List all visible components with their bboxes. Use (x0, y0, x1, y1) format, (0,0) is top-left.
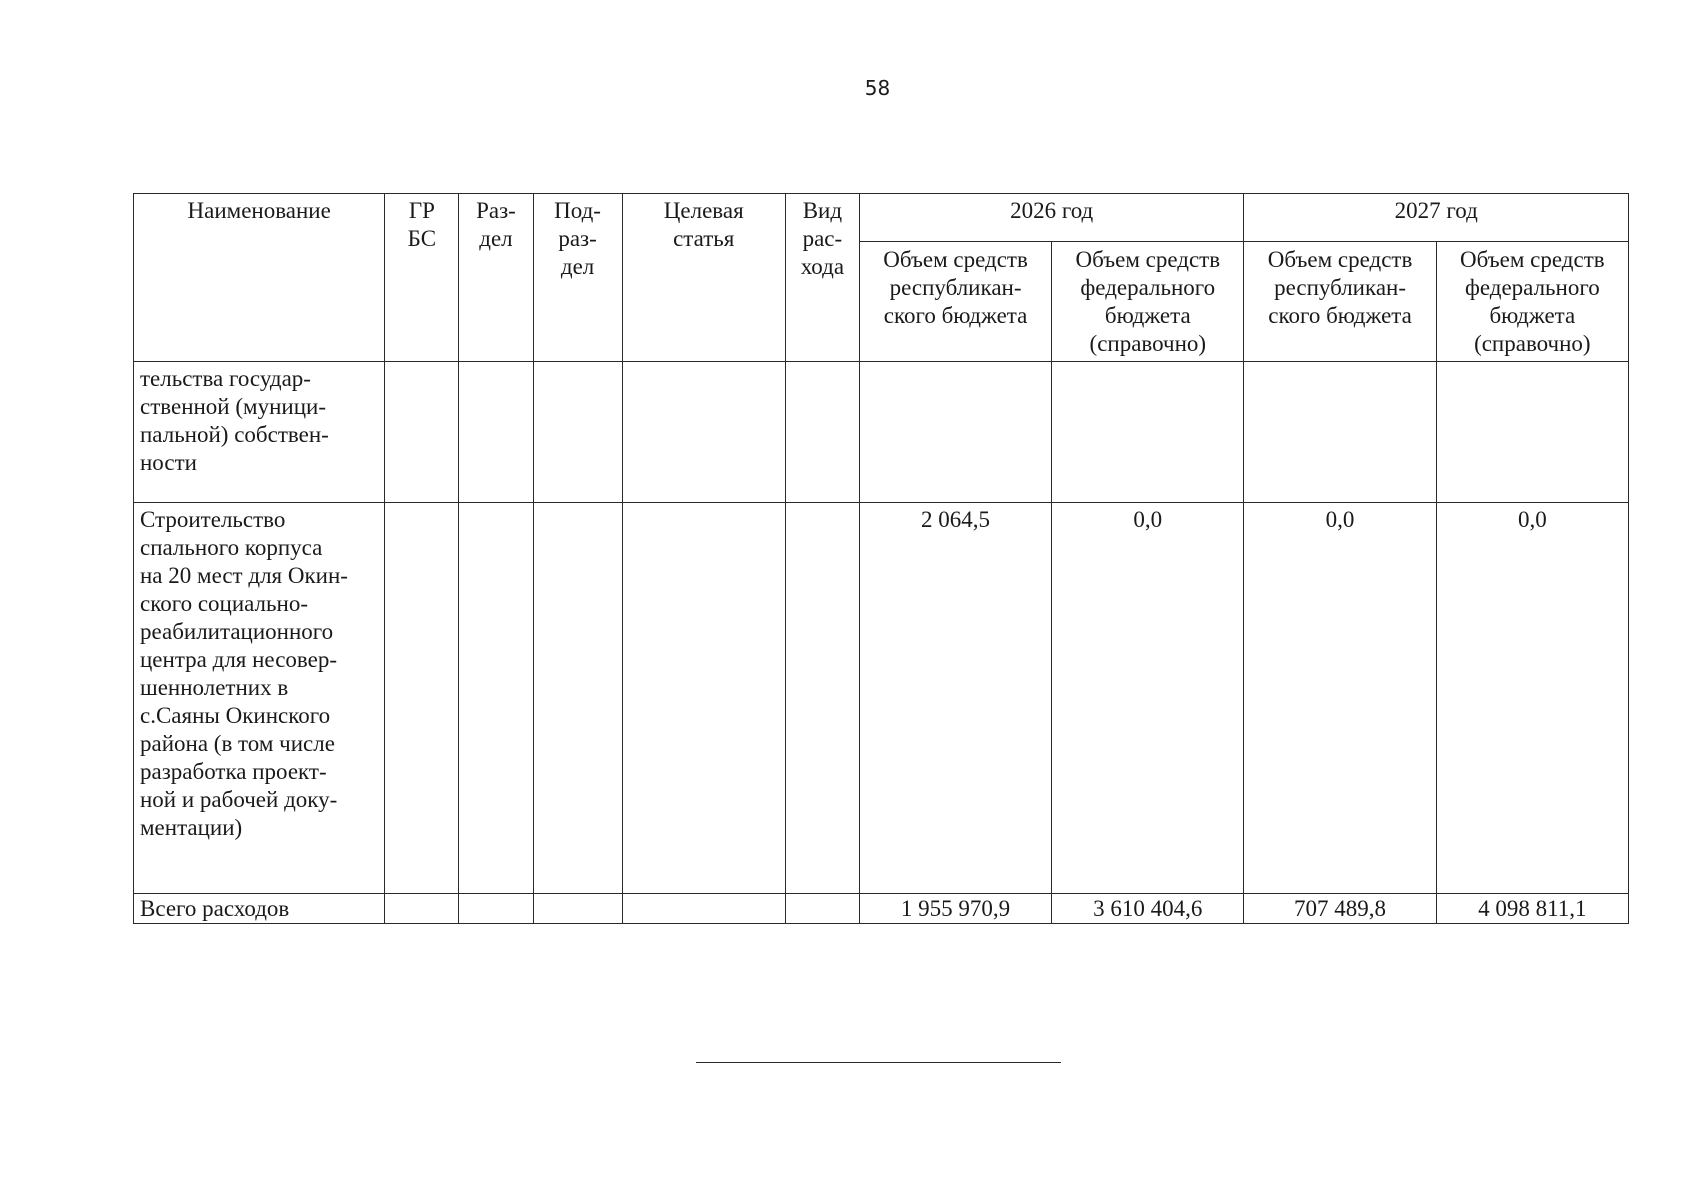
header-2027-federal: Объем средств федерального бюджета (справочно) (1436, 242, 1628, 362)
row-name: Строительство спального корпуса на 20 мест для Окин- ского социально- реабилитационного центра для несовер- шеннолетних в с.Саяны Окинского района (в том числе разработка проект- ной и рабочей доку- ментации) (134, 503, 385, 894)
header-2027-republican: Объем средств республикан- ского бюджета (1244, 242, 1436, 362)
row-podrazdel (533, 894, 622, 924)
row-2026-federal: 3 610 404,6 (1052, 894, 1244, 924)
header-2026-federal: Объем средств федерального бюджета (справочно) (1052, 242, 1244, 362)
row-target-article (622, 894, 785, 924)
row-2027-federal: 0,0 (1436, 503, 1628, 894)
row-2026-republican (859, 362, 1051, 503)
row-podrazdel (533, 362, 622, 503)
table-row-total (134, 894, 1629, 924)
row-2027-federal (1436, 362, 1628, 503)
row-podrazdel (533, 503, 622, 894)
row-name: тельства государ- ственной (муници- пальной) собствен- ности (134, 362, 385, 503)
row-expense-type (785, 362, 859, 503)
row-razdel (459, 503, 533, 894)
row-2027-republican: 0,0 (1244, 503, 1436, 894)
table-row (134, 503, 1629, 894)
header-row-top (134, 194, 1629, 242)
row-expense-type (785, 894, 859, 924)
row-target-article (622, 362, 785, 503)
row-grbs (385, 503, 459, 894)
row-2026-republican: 1 955 970,9 (859, 894, 1051, 924)
row-razdel (459, 894, 533, 924)
table-header (134, 194, 1629, 362)
row-grbs (385, 362, 459, 503)
row-expense-type (785, 503, 859, 894)
header-target-article: Целевая статья (622, 194, 785, 362)
header-name: Наименование (134, 194, 385, 362)
header-razdel: Раз- дел (459, 194, 533, 362)
table-row (134, 362, 1629, 503)
row-2026-republican: 2 064,5 (859, 503, 1051, 894)
row-2027-republican: 707 489,8 (1244, 894, 1436, 924)
row-2026-federal (1052, 362, 1244, 503)
header-year-2027: 2027 год (1244, 194, 1629, 242)
header-expense-type: Вид рас- хода (785, 194, 859, 362)
row-grbs (385, 894, 459, 924)
footer-rule (696, 1062, 1061, 1063)
table-body (134, 362, 1629, 924)
row-razdel (459, 362, 533, 503)
row-2027-federal: 4 098 811,1 (1436, 894, 1628, 924)
row-2027-republican (1244, 362, 1436, 503)
header-podrazdel: Под- раз- дел (533, 194, 622, 362)
row-target-article (622, 503, 785, 894)
page-number: 58 (864, 76, 891, 100)
budget-table (133, 193, 1629, 924)
row-name: Всего расходов (134, 894, 385, 924)
header-grbs: ГР БС (385, 194, 459, 362)
header-year-2026: 2026 год (859, 194, 1244, 242)
header-2026-republican: Объем средств республикан- ского бюджета (859, 242, 1051, 362)
row-2026-federal: 0,0 (1052, 503, 1244, 894)
